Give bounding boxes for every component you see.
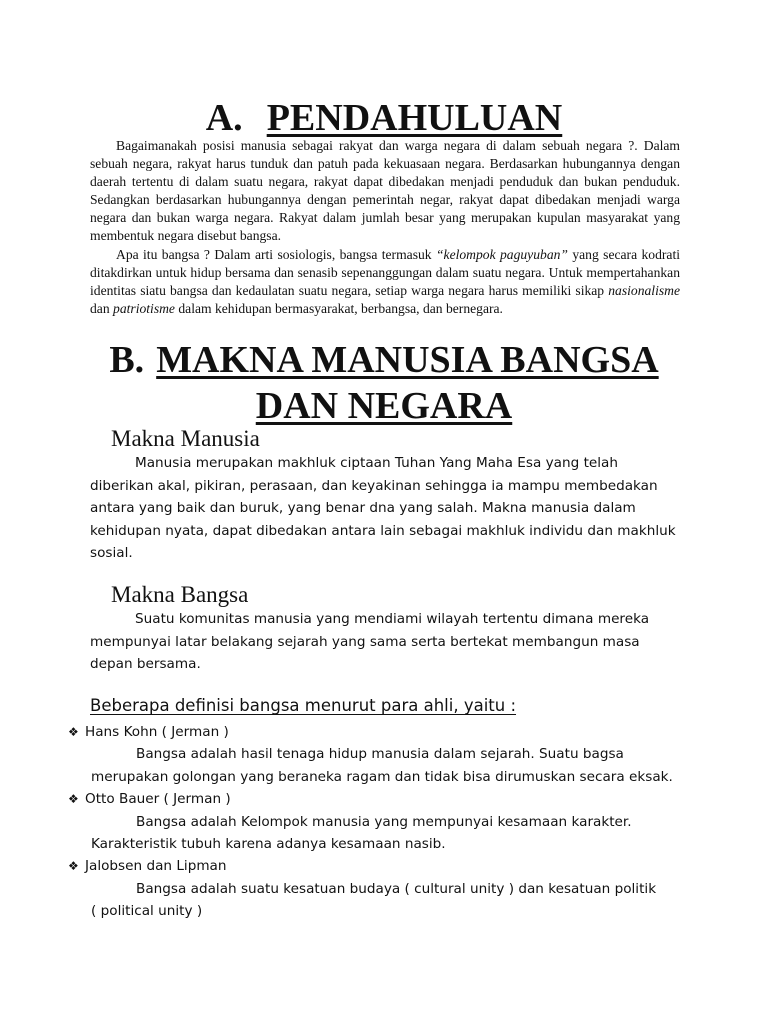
text-run: dan — [90, 300, 114, 316]
diamond-bullet-icon: ❖ — [68, 859, 79, 874]
definition-name — [68, 855, 688, 877]
makna-manusia-text — [90, 452, 680, 565]
diamond-bullet-icon: ❖ — [68, 725, 79, 739]
expert-name: Jalobsen dan Lipman — [85, 858, 227, 875]
heading-title-line-1: MAKNA MANUSIA BANGSA — [156, 339, 659, 381]
paragraph: Manusia merupakan makhluk ciptaan Tuhan Yang Maha Esa yang telah diberikan akal, pikiran, perasaan, dan keyakinan sehingga ia mampu membedakan antara yang baik dan buruk, yang benar dna yang salah. Makna manusia dalam kehidupan nyata, dapat dibedakan antara lain sebagai makhluk individu dan makhluk sosial. — [90, 455, 676, 562]
desc-line: Bangsa adalah Kelompok manusia yang mempunyai kesamaan karakter. — [136, 813, 632, 830]
heading-title-line-2: DAN NEGARA — [255, 385, 513, 427]
heading-line-1 — [0, 337, 768, 383]
desc-line: Karakteristik tubuh karena adanya kesamaan nasib. — [91, 836, 446, 853]
text-run: Apa itu bangsa ? Dalam arti sosiologis, bangsa termasuk — [116, 246, 436, 262]
desc-line: Bangsa adalah hasil tenaga hidup manusia dalam sejarah. Suatu bagsa — [136, 746, 624, 763]
definition-name — [68, 788, 688, 810]
text-run: dalam kehidupan bermasyarakat, berbangsa, dan bernegara. — [174, 300, 503, 316]
text-run: yang secara kodrati ditakdirkan untuk hidup bersama dan senasib sepenanggungan dalam suatu negara. Untuk mempertahankan identitas siatu bangsa dan kedaulatan suatu negara, setiap warga negara harus memiliki sikap — [90, 246, 681, 298]
definition-desc — [68, 878, 688, 923]
italic-term: “kelompok paguyuban” — [435, 246, 568, 262]
heading-pendahuluan — [0, 96, 768, 140]
heading-prefix: A. — [205, 97, 243, 139]
heading-makna — [0, 337, 768, 429]
intro-text — [90, 137, 680, 318]
desc-line: Bangsa adalah suatu kesatuan budaya ( cultural unity ) dan kesatuan politik — [136, 880, 657, 897]
heading-line-2 — [0, 383, 768, 429]
heading-title: PENDAHULUAN — [266, 97, 563, 139]
definition-item — [68, 855, 688, 922]
desc-line: merupakan golongan yang beraneka ragam dan tidak bisa dirumuskan secara eksak. — [91, 768, 673, 785]
definition-desc — [68, 811, 688, 856]
definitions-heading: Beberapa definisi bangsa menurut para ahli, yaitu : — [90, 696, 517, 715]
makna-bangsa-text — [90, 608, 680, 676]
subheading-makna-bangsa: Makna Bangsa — [111, 582, 249, 607]
diamond-bullet-icon: ❖ — [68, 792, 79, 807]
definition-desc — [68, 743, 688, 788]
definitions-list — [68, 721, 688, 923]
subheading-makna-manusia: Makna Manusia — [111, 426, 260, 451]
intro-paragraph-1: Bagaimanakah posisi manusia sebagai rakyat dan warga negara di dalam sebuah negara ?. Dalam sebuah negara, rakyat harus tunduk dan patuh pada kekuasaan negara. Berdasarkan hubungannya dengan daerah tertentu di dalam suatu negara, rakyat dapat dibedakan menjadi penduduk dan bukan penduduk. Sedangkan berdasarkan hubungannya dengan pemerintah negar, rakyat dapat dibedakan menjadi warga negara dan bukan warga negara. Rakyat dalam jumlah besar yang merupakan kupulan masyarakat yang membentuk negara disebut bangsa. — [90, 138, 680, 244]
intro-paragraph-2 — [90, 246, 680, 318]
heading-prefix: B. — [109, 339, 145, 381]
definition-name — [68, 721, 688, 743]
italic-term: nasionalisme — [608, 282, 680, 298]
definition-item — [68, 788, 688, 855]
paragraph: Suatu komunitas manusia yang mendiami wilayah tertentu dimana mereka mempunyai latar belakang sejarah yang sama serta bertekat membangun masa depan bersama. — [90, 611, 650, 673]
desc-line: ( political unity ) — [91, 903, 203, 920]
definition-item — [68, 721, 688, 788]
expert-name: Hans Kohn ( Jerman ) — [85, 724, 229, 740]
italic-term: patriotisme — [113, 300, 175, 316]
expert-name: Otto Bauer ( Jerman ) — [85, 791, 231, 808]
